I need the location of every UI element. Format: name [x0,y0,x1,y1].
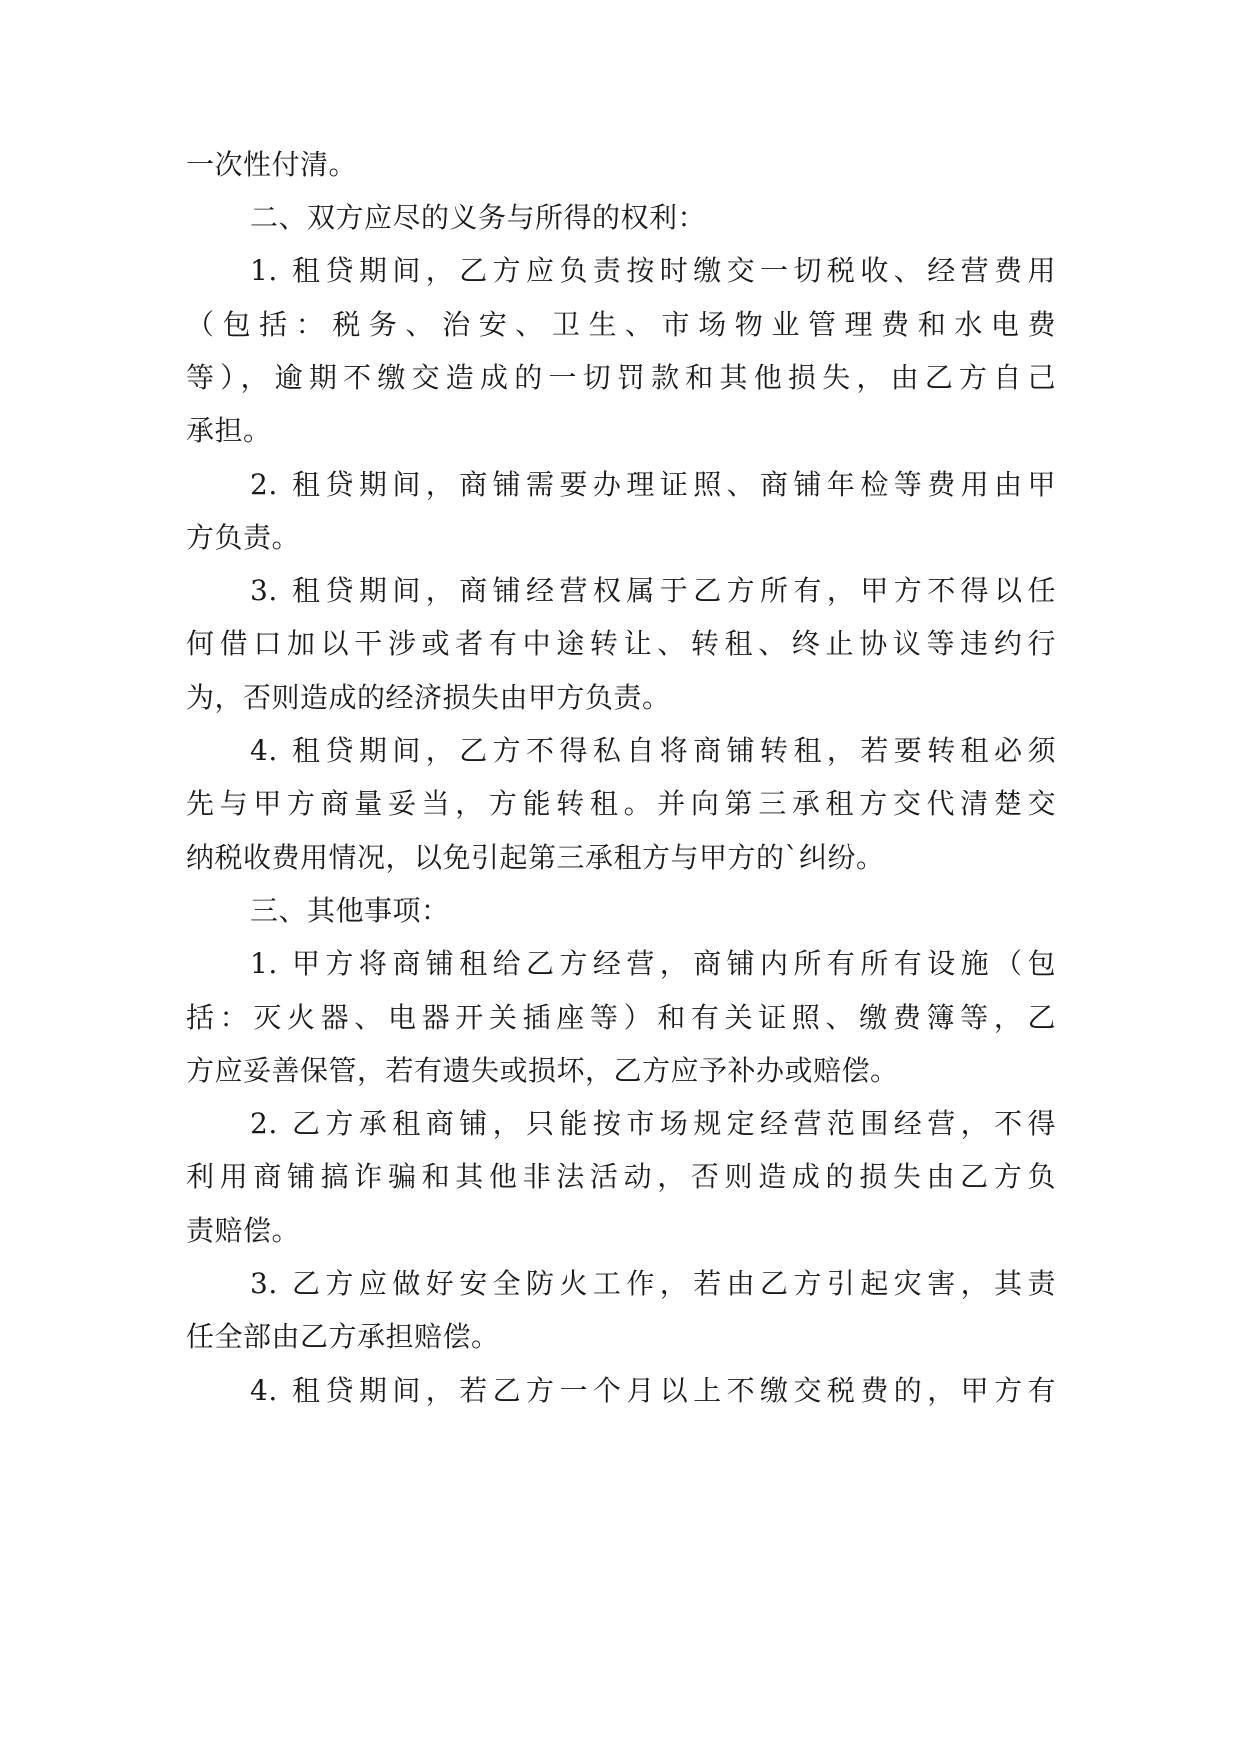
text-line: 任全部由乙方承担赔偿。 [186,1320,500,1353]
text-line: 方负责。 [186,521,301,554]
text-line: 1. 租贷期间，乙方应负责按时缴交一切税收、经营费用 [250,254,1056,287]
text-line: 1. 甲方将商铺租给乙方经营，商铺内所有所有设施（包 [250,947,1056,980]
text-line: （包括：税务、治安、卫生、市场物业管理费和水电费 [186,308,1056,341]
text-line: 4. 租贷期间，若乙方一个月以上不缴交税费的，甲方有 [250,1374,1056,1407]
text-line: 何借口加以干涉或者有中途转让、转租、终止协议等违约行 [186,627,1056,660]
text-line: 为，否则造成的经济损失由甲方负责。 [186,681,671,714]
text-line: 3. 租贷期间，商铺经营权属于乙方所有，甲方不得以任 [250,574,1056,607]
text-line: 先与甲方商量妥当，方能转租。并向第三承租方交代清楚交 [186,787,1056,820]
text-line: 纳税收费用情况，以免引起第三承租方与甲方的`纠纷。 [186,841,885,874]
text-line: 4. 租贷期间，乙方不得私自将商铺转租，若要转租必须 [250,734,1056,767]
text-line: 等），逾期不缴交造成的一切罚款和其他损失，由乙方自己 [186,361,1056,394]
text-line: 3. 乙方应做好安全防火工作，若由乙方引起灾害，其责 [250,1267,1056,1300]
text-line: 括：灭火器、电器开关插座等）和有关证照、缴费簿等，乙 [186,1001,1056,1034]
text-line: 利用商铺搞诈骗和其他非法活动，否则造成的损失由乙方负 [186,1160,1056,1193]
text-line: 承担。 [186,414,272,447]
text-line: 2. 租贷期间，商铺需要办理证照、商铺年检等费用由甲 [250,468,1056,501]
section-heading: 三、其他事项： [250,894,450,927]
text-line: 责赔偿。 [186,1214,301,1247]
text-line: 2. 乙方承租商铺，只能按市场规定经营范围经营，不得 [250,1107,1056,1140]
text-line: 一次性付清。 [186,148,358,181]
text-line: 方应妥善保管，若有遗失或损坏，乙方应予补办或赔偿。 [186,1054,899,1087]
section-heading: 二、双方应尽的义务与所得的权利： [250,201,707,234]
